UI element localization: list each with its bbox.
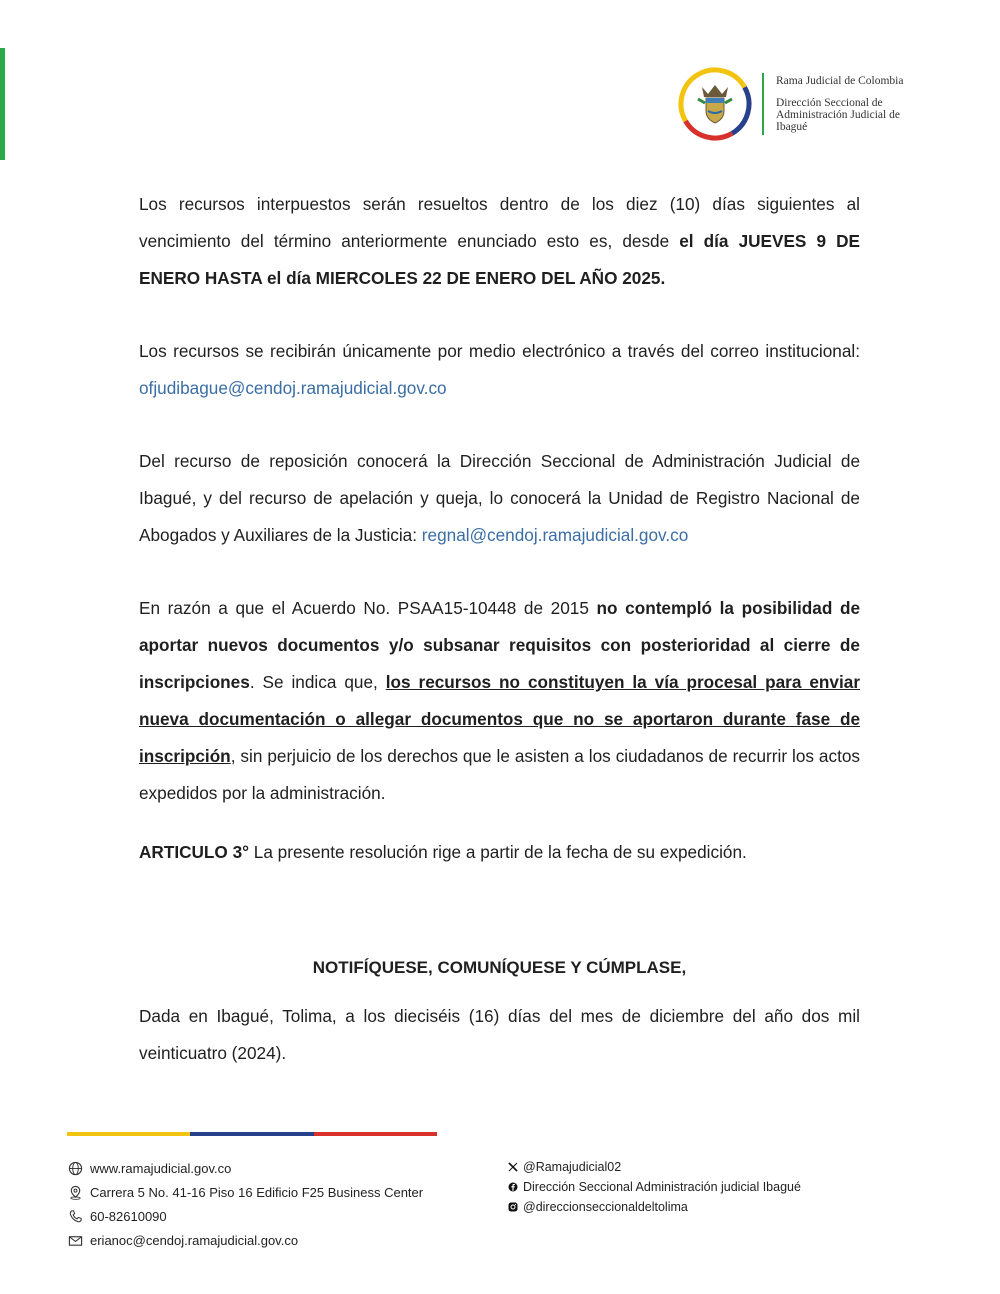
footer-email[interactable]: erianoc@cendoj.ramajudicial.gov.co <box>90 1232 299 1248</box>
footer-instagram-row[interactable] <box>507 1197 801 1217</box>
paragraph-acuerdo <box>139 590 860 812</box>
globe-icon <box>67 1160 83 1176</box>
direction-name: Dirección Seccional de Administración Judicial de Ibagué <box>776 97 900 133</box>
footer-facebook[interactable]: Dirección Seccional Administración judicial Ibagué <box>523 1180 801 1194</box>
footer-address: Carrera 5 No. 41-16 Piso 16 Edificio F25 Business Center <box>90 1184 424 1200</box>
footer-website-row[interactable] <box>67 1156 423 1180</box>
paragraph-deadline <box>139 186 860 297</box>
footer-social <box>507 1157 801 1217</box>
article-label: ARTICULO 3° <box>139 842 249 862</box>
envelope-icon <box>67 1232 83 1248</box>
text: , sin perjuicio de los derechos que le asisten a los ciudadanos de recurrir los actos expedidos por la administración. <box>139 746 860 803</box>
green-side-bar <box>0 48 5 160</box>
footer-x-handle[interactable]: @Ramajudicial02 <box>523 1160 622 1174</box>
footer-contact <box>67 1156 423 1252</box>
deadline-dates: el día JUEVES 9 DE ENERO HASTA el día MIERCOLES 22 DE ENERO DEL AÑO 2025. <box>139 231 860 288</box>
flag-stripe <box>67 1132 437 1136</box>
text: Los recursos interpuestos serán resueltos dentro de los diez (10) días siguientes al vencimiento del término anteriormente enunciado esto es, desde <box>139 194 860 251</box>
footer-email-row[interactable] <box>67 1228 423 1252</box>
stripe-yellow <box>67 1132 190 1136</box>
location-pin-icon <box>67 1184 83 1200</box>
facebook-icon <box>507 1182 518 1193</box>
footer-x-row[interactable] <box>507 1157 801 1177</box>
stripe-red <box>314 1132 437 1136</box>
phone-icon <box>67 1208 83 1224</box>
text: En razón a que el Acuerdo No. PSAA15-10448 de 2015 <box>139 598 597 618</box>
text: La presente resolución rige a partir de la fecha de su expedición. <box>249 842 747 862</box>
text: . Se indica que, <box>249 672 386 692</box>
paragraph-article-3 <box>139 834 860 871</box>
paragraph-reception <box>139 333 860 407</box>
entity-name: Rama Judicial de Colombia <box>776 75 904 87</box>
underlined-bold-text: los recursos no constituyen la vía procesal para enviar nueva documentación o allegar documentos que no se aportaron durante fase de inscripción <box>139 672 861 766</box>
header-logo-block <box>678 66 926 142</box>
footer-phone[interactable]: 60-82610090 <box>90 1208 167 1224</box>
text: Los recursos se recibirán únicamente por medio electrónico a través del correo institucional: <box>139 341 860 361</box>
header-text <box>776 75 926 133</box>
text: Del recurso de reposición conocerá la Dirección Seccional de Administración Judicial de Ibagué, y del recurso de apelación y queja, lo conocerá la Unidad de Registro Nacional de Abogados y Auxiliares de la Justicia: <box>139 451 860 545</box>
footer-facebook-row[interactable] <box>507 1177 801 1197</box>
instagram-icon <box>507 1202 518 1213</box>
bold-text: no contempló la posibilidad de aportar nuevos documentos y/o subsanar requisitos con posterioridad al cierre de inscripciones <box>139 598 860 692</box>
document-body <box>139 186 860 1072</box>
footer-website[interactable]: www.ramajudicial.gov.co <box>90 1160 232 1176</box>
closing-formula: NOTIFÍQUESE, COMUNÍQUESE Y CÚMPLASE, <box>312 958 687 977</box>
paragraph-competence <box>139 443 860 554</box>
x-logo-icon <box>507 1162 518 1173</box>
institutional-email-link[interactable]: ofjudibague@cendoj.ramajudicial.gov.co <box>139 378 447 398</box>
stripe-blue <box>190 1132 313 1136</box>
paragraph-date: Dada en Ibagué, Tolima, a los dieciséis (16) días del mes de diciembre del año dos mil veinticuatro (2024). <box>139 1006 860 1063</box>
colombia-coat-of-arms-icon <box>678 67 752 141</box>
regnal-email-link[interactable]: regnal@cendoj.ramajudicial.gov.co <box>421 525 689 545</box>
footer-phone-row[interactable] <box>67 1204 423 1228</box>
footer-address-row <box>67 1180 423 1204</box>
footer-instagram[interactable]: @direccionseccionaldeltolima <box>523 1200 688 1214</box>
header-divider <box>762 73 764 135</box>
